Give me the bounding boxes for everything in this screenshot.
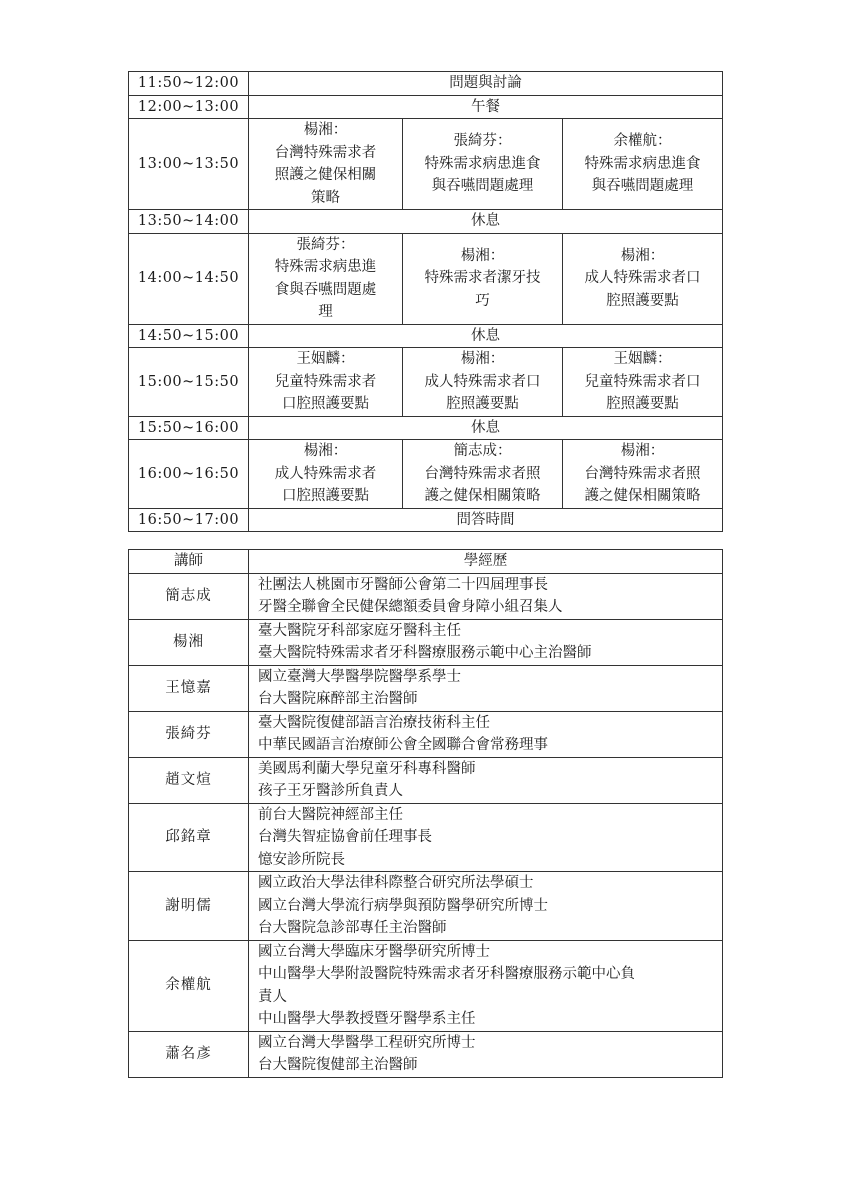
session-speaker: 張綺芬： — [296, 236, 355, 253]
experience-line: 前台大醫院神經部主任 — [258, 806, 403, 823]
session-cell — [249, 119, 403, 210]
session-topic-line: 腔照護要點 — [446, 396, 519, 412]
experience-line: 國立台灣大學醫學工程研究所博士 — [258, 1034, 476, 1051]
experience-line: 中華民國語言治療師公會全國聯合會常務理事 — [258, 737, 548, 753]
time-slot: 14:00~14:50 — [129, 233, 249, 324]
session-topic-line: 台灣特殊需求者 — [274, 144, 377, 161]
time-slot: 13:50~14:00 — [129, 210, 249, 234]
faculty-header-name: 講師 — [129, 550, 249, 574]
schedule-body — [129, 72, 723, 532]
session-speaker: 王姻麟： — [613, 351, 672, 367]
experience-line: 國立政治大學法律科際整合研究所法學碩士 — [258, 875, 534, 891]
session-topic-line: 腔照護要點 — [606, 396, 679, 412]
schedule-row — [129, 119, 723, 210]
faculty-header-exp: 學經歷 — [249, 550, 723, 574]
session-topic-line: 特殊需求者潔牙技 — [424, 270, 541, 287]
faculty-row — [129, 711, 723, 757]
instructor-name: 楊湘 — [129, 619, 249, 665]
session-speaker: 王姻麟： — [296, 351, 355, 367]
experience-line: 牙醫全聯會全民健保總額委員會身障小組召集人 — [258, 599, 563, 615]
instructor-experience — [249, 757, 723, 803]
session-topic-line: 食與吞嚥問題處 — [274, 281, 377, 298]
faculty-row — [129, 872, 723, 941]
session-speaker: 楊湘： — [303, 122, 348, 138]
experience-line: 憶安診所院長 — [258, 851, 345, 868]
instructor-name: 王憶嘉 — [129, 665, 249, 711]
schedule-item: 休息 — [249, 210, 723, 234]
faculty-row — [129, 665, 723, 711]
session-topic-line: 照護之健保相關 — [274, 167, 377, 183]
time-slot: 12:00~13:00 — [129, 95, 249, 119]
session-topic-line: 策略 — [311, 189, 340, 206]
time-slot: 16:00~16:50 — [129, 440, 249, 509]
session-cell — [403, 119, 563, 210]
schedule-row — [129, 324, 723, 348]
session-speaker: 楊湘： — [620, 443, 665, 459]
faculty-table — [128, 549, 723, 1078]
faculty-header-row — [129, 550, 723, 574]
instructor-name: 余權航 — [129, 940, 249, 1031]
schedule-row — [129, 416, 723, 440]
experience-line: 孩子王牙醫診所負責人 — [258, 783, 403, 799]
session-topic-line: 護之健保相關策略 — [584, 488, 701, 504]
instructor-experience — [249, 619, 723, 665]
session-cell — [249, 233, 403, 324]
experience-line: 美國馬利蘭大學兒童牙科專科醫師 — [258, 760, 476, 777]
session-topic-line: 護之健保相關策略 — [424, 488, 541, 504]
session-topic-line: 台灣特殊需求者照 — [584, 465, 701, 482]
experience-line: 國立台灣大學臨床牙醫學研究所博士 — [258, 943, 490, 960]
faculty-row — [129, 757, 723, 803]
instructor-name: 邱銘章 — [129, 803, 249, 872]
schedule-row — [129, 348, 723, 417]
instructor-experience — [249, 1031, 723, 1077]
schedule-row — [129, 72, 723, 96]
experience-line: 中山醫學大學附設醫院特殊需求者牙科醫療服務示範中心負 — [258, 966, 635, 982]
session-topic-line: 腔照護要點 — [606, 292, 679, 309]
time-slot: 11:50~12:00 — [129, 72, 249, 96]
session-topic-line: 成人特殊需求者 — [274, 465, 377, 482]
session-speaker: 簡志成： — [453, 443, 512, 459]
session-topic-line: 口腔照護要點 — [282, 396, 369, 412]
session-cell — [403, 348, 563, 417]
instructor-experience — [249, 711, 723, 757]
instructor-name: 趙文煊 — [129, 757, 249, 803]
experience-line: 國立台灣大學流行病學與預防醫學研究所博士 — [258, 897, 548, 914]
experience-line: 社團法人桃園市牙醫師公會第二十四屆理事長 — [258, 576, 548, 593]
experience-line: 台大醫院麻醉部主治醫師 — [258, 691, 418, 707]
instructor-experience — [249, 940, 723, 1031]
session-cell — [249, 348, 403, 417]
time-slot: 15:00~15:50 — [129, 348, 249, 417]
schedule-item: 休息 — [249, 324, 723, 348]
session-topic-line: 兒童特殊需求者 — [274, 373, 377, 390]
faculty-row — [129, 1031, 723, 1077]
session-topic-line: 口腔照護要點 — [282, 488, 369, 504]
session-topic-line: 特殊需求病患進食 — [584, 155, 701, 172]
instructor-experience — [249, 872, 723, 941]
session-speaker: 楊湘： — [303, 443, 348, 459]
session-topic-line: 與吞嚥問題處理 — [591, 178, 694, 195]
experience-line: 臺大醫院復健部語言治療技術科主任 — [258, 714, 490, 731]
session-speaker: 余權航： — [613, 133, 672, 150]
session-cell — [403, 233, 563, 324]
session-topic-line: 特殊需求病患進 — [274, 259, 377, 275]
schedule-item: 午餐 — [249, 95, 723, 119]
instructor-name: 蕭名彥 — [129, 1031, 249, 1077]
instructor-name: 謝明儒 — [129, 872, 249, 941]
session-topic-line: 特殊需求病患進食 — [424, 155, 541, 172]
session-speaker: 楊湘： — [460, 351, 505, 367]
experience-line: 中山醫學大學教授暨牙醫學系主任 — [258, 1011, 476, 1027]
experience-line: 責人 — [258, 988, 287, 1005]
experience-line: 台大醫院復健部主治醫師 — [258, 1057, 418, 1073]
schedule-item: 問答時間 — [249, 508, 723, 532]
experience-line: 臺大醫院牙科部家庭牙醫科主任 — [258, 622, 461, 639]
faculty-row — [129, 803, 723, 872]
session-cell — [403, 440, 563, 509]
instructor-experience — [249, 803, 723, 872]
session-topic-line: 與吞嚥問題處理 — [431, 178, 534, 195]
time-slot: 15:50~16:00 — [129, 416, 249, 440]
faculty-row — [129, 619, 723, 665]
faculty-row — [129, 573, 723, 619]
session-topic-line: 台灣特殊需求者照 — [424, 465, 541, 482]
session-cell — [563, 348, 723, 417]
session-topic-line: 成人特殊需求者口 — [424, 373, 541, 390]
session-speaker: 楊湘： — [620, 247, 665, 264]
session-topic-line: 理 — [318, 304, 333, 320]
session-cell — [249, 440, 403, 509]
faculty-row — [129, 940, 723, 1031]
instructor-name: 簡志成 — [129, 573, 249, 619]
session-topic-line: 成人特殊需求者口 — [584, 270, 701, 287]
schedule-table — [128, 71, 723, 532]
session-topic-line: 兒童特殊需求者口 — [584, 373, 701, 390]
session-speaker: 楊湘： — [460, 247, 505, 264]
schedule-item: 休息 — [249, 416, 723, 440]
time-slot: 13:00~13:50 — [129, 119, 249, 210]
time-slot: 14:50~15:00 — [129, 324, 249, 348]
instructor-name: 張綺芬 — [129, 711, 249, 757]
faculty-body — [129, 550, 723, 1078]
schedule-row — [129, 440, 723, 509]
experience-line: 台大醫院急診部專任主治醫師 — [258, 920, 447, 936]
instructor-experience — [249, 665, 723, 711]
schedule-row — [129, 210, 723, 234]
session-cell — [563, 119, 723, 210]
experience-line: 國立臺灣大學醫學院醫學系學士 — [258, 668, 461, 685]
instructor-experience — [249, 573, 723, 619]
session-speaker: 張綺芬： — [453, 133, 512, 150]
schedule-row — [129, 508, 723, 532]
experience-line: 臺大醫院特殊需求者牙科醫療服務示範中心主治醫師 — [258, 645, 592, 661]
session-cell — [563, 440, 723, 509]
experience-line: 台灣失智症協會前任理事長 — [258, 829, 432, 845]
time-slot: 16:50~17:00 — [129, 508, 249, 532]
schedule-row — [129, 233, 723, 324]
schedule-row — [129, 95, 723, 119]
schedule-item: 問題與討論 — [249, 72, 723, 96]
session-topic-line: 巧 — [475, 292, 490, 309]
session-cell — [563, 233, 723, 324]
